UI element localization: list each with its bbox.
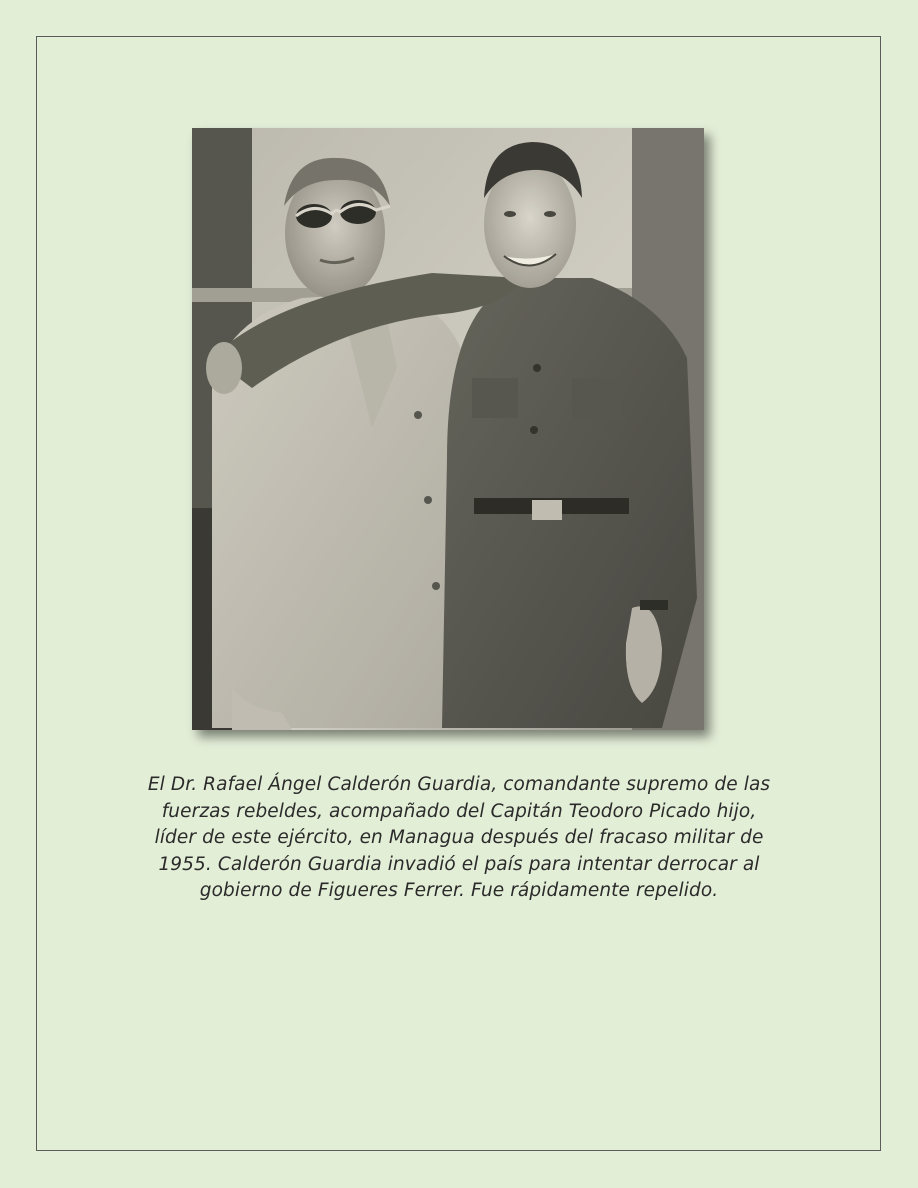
caption-line: líder de este ejército, en Managua después del fracaso militar de (154, 827, 764, 848)
caption-line: gobierno de Figueres Ferrer. Fue rápidamente repelido. (199, 880, 719, 901)
caption-line: fuerzas rebeldes, acompañado del Capitán Teodoro Picado hijo, (161, 800, 757, 822)
caption-line: 1955. Calderón Guardia invadió el país para intentar derrocar al (158, 853, 760, 875)
caption-line: El Dr. Rafael Ángel Calderón Guardia, comandante supremo de las (147, 774, 771, 795)
historical-photograph (192, 128, 704, 730)
photo-illustration (192, 128, 704, 730)
photo-caption (90, 772, 828, 905)
